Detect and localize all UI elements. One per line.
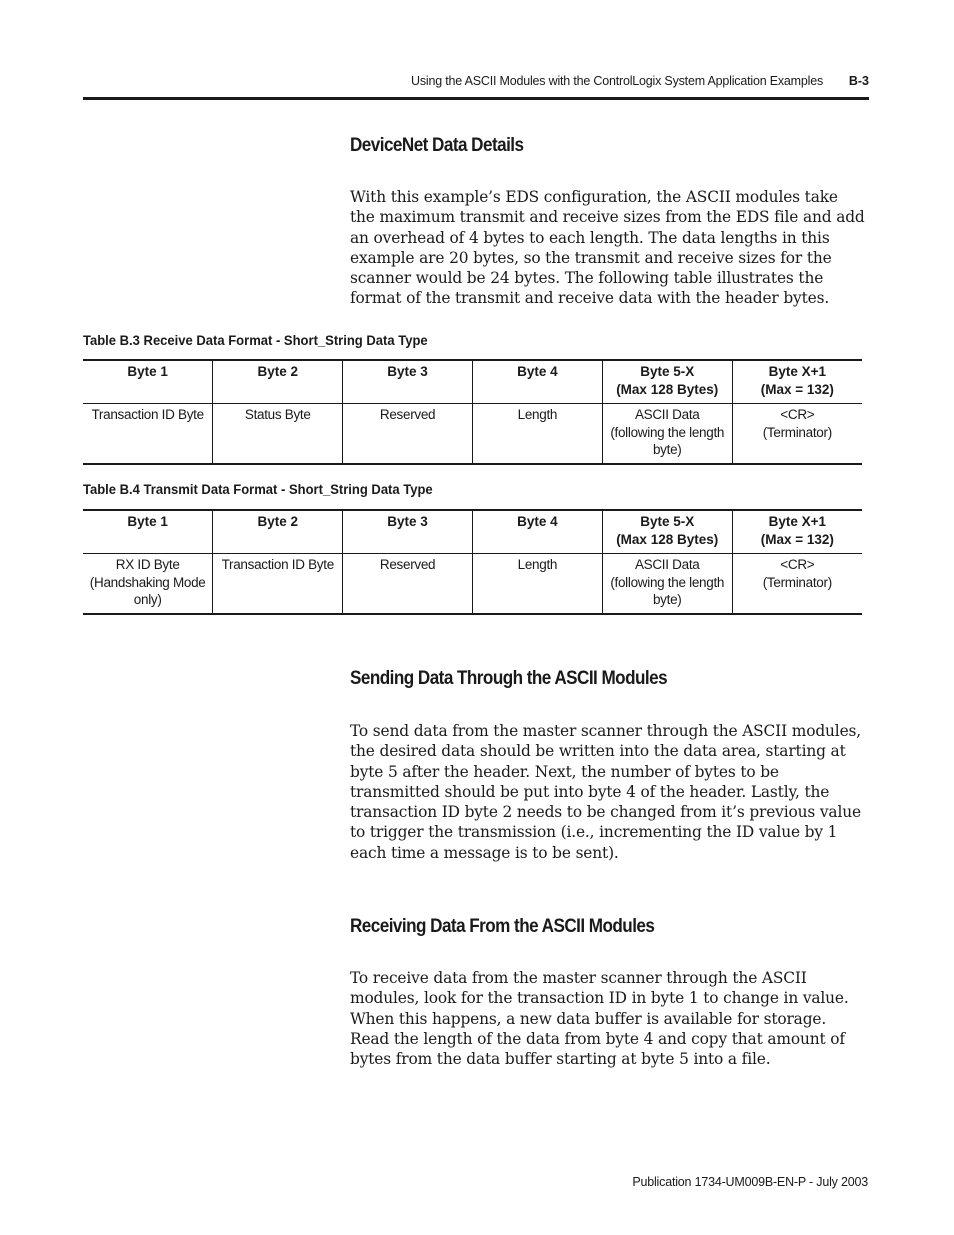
section-heading-receiving-data: Receiving Data From the ASCII Modules [350, 916, 655, 937]
column-header: Byte 3 [343, 360, 473, 404]
column-header: Byte 4 [472, 360, 602, 404]
publication-footer: Publication 1734-UM009B-EN-P - July 2003 [632, 1175, 868, 1189]
table-cell: <CR> (Terminator) [732, 554, 862, 615]
column-header: Byte 2 [213, 360, 343, 404]
table-cell: Reserved [343, 554, 473, 615]
page-number: B-3 [848, 74, 869, 88]
receive-data-format-table [83, 359, 862, 465]
column-header: Byte X+1 (Max = 132) [732, 510, 862, 554]
column-header: Byte 4 [472, 510, 602, 554]
column-header: Byte 2 [213, 510, 343, 554]
running-header [83, 74, 869, 94]
section-body-devicenet-data-details: With this example’s EDS configuration, the ASCII modules take the maximum transmit and receive sizes from the EDS file and add an overhead of 4 bytes to each length. The data lengths in this example are 20 bytes, so the transmit and receive sizes for the scanner would be 24 bytes. The following table illustrates the format of the transmit and receive data with the header bytes. [350, 188, 865, 308]
table-cell: Transaction ID Byte [91, 407, 204, 422]
header-rule [83, 97, 869, 100]
table-cell: ASCII Data (following the length byte) [602, 554, 732, 615]
section-heading-sending-data: Sending Data Through the ASCII Modules [350, 668, 668, 689]
section-body-receiving-data: To receive data from the master scanner through the ASCII modules, look for the transaction ID in byte 1 to change in value. When this happens, a new data buffer is available for storage. Read the length of the data from byte 4 and copy that amount of bytes from the data buffer starting at byte 5 into a file. [350, 969, 849, 1069]
table-cell: Status Byte [213, 404, 343, 465]
table-caption-transmit-format: Table B.4 Transmit Data Format - Short_String Data Type [83, 481, 433, 497]
section-heading-devicenet-data-details: DeviceNet Data Details [350, 135, 524, 156]
table-cell: RX ID Byte (Handshaking Mode only) [89, 557, 206, 607]
column-header: Byte 1 [83, 510, 213, 554]
table-cell: ASCII Data (following the length byte) [602, 404, 732, 465]
running-header-title: Using the ASCII Modules with the ControlLogix System Application Examples [411, 74, 823, 88]
table-cell: Length [472, 554, 602, 615]
table-cell: Reserved [343, 404, 473, 465]
table-cell: <CR> (Terminator) [732, 404, 862, 465]
column-header: Byte 3 [343, 510, 473, 554]
section-body-sending-data: To send data from the master scanner through the ASCII modules, the desired data should be written into the data area, starting at byte 5 after the header. Next, the number of bytes to be transmitted should be put into byte 4 of the header. Lastly, the transaction ID byte 2 needs to be changed from it’s previous value to trigger the transmission (i.e., incrementing the ID value by 1 each time a message is to be sent). [350, 722, 862, 862]
transmit-data-format-table [83, 509, 862, 615]
column-header: Byte 5-X (Max 128 Bytes) [602, 360, 732, 404]
table-row [83, 554, 862, 615]
table-caption-receive-format: Table B.3 Receive Data Format - Short_String Data Type [83, 332, 428, 348]
column-header: Byte 5-X (Max 128 Bytes) [602, 510, 732, 554]
table-row [83, 404, 862, 465]
column-header: Byte X+1 (Max = 132) [732, 360, 862, 404]
table-header-row [83, 510, 862, 554]
table-header-row [83, 360, 862, 404]
column-header: Byte 1 [83, 360, 213, 404]
table-cell: Transaction ID Byte [213, 554, 343, 615]
table-cell: Length [472, 404, 602, 465]
